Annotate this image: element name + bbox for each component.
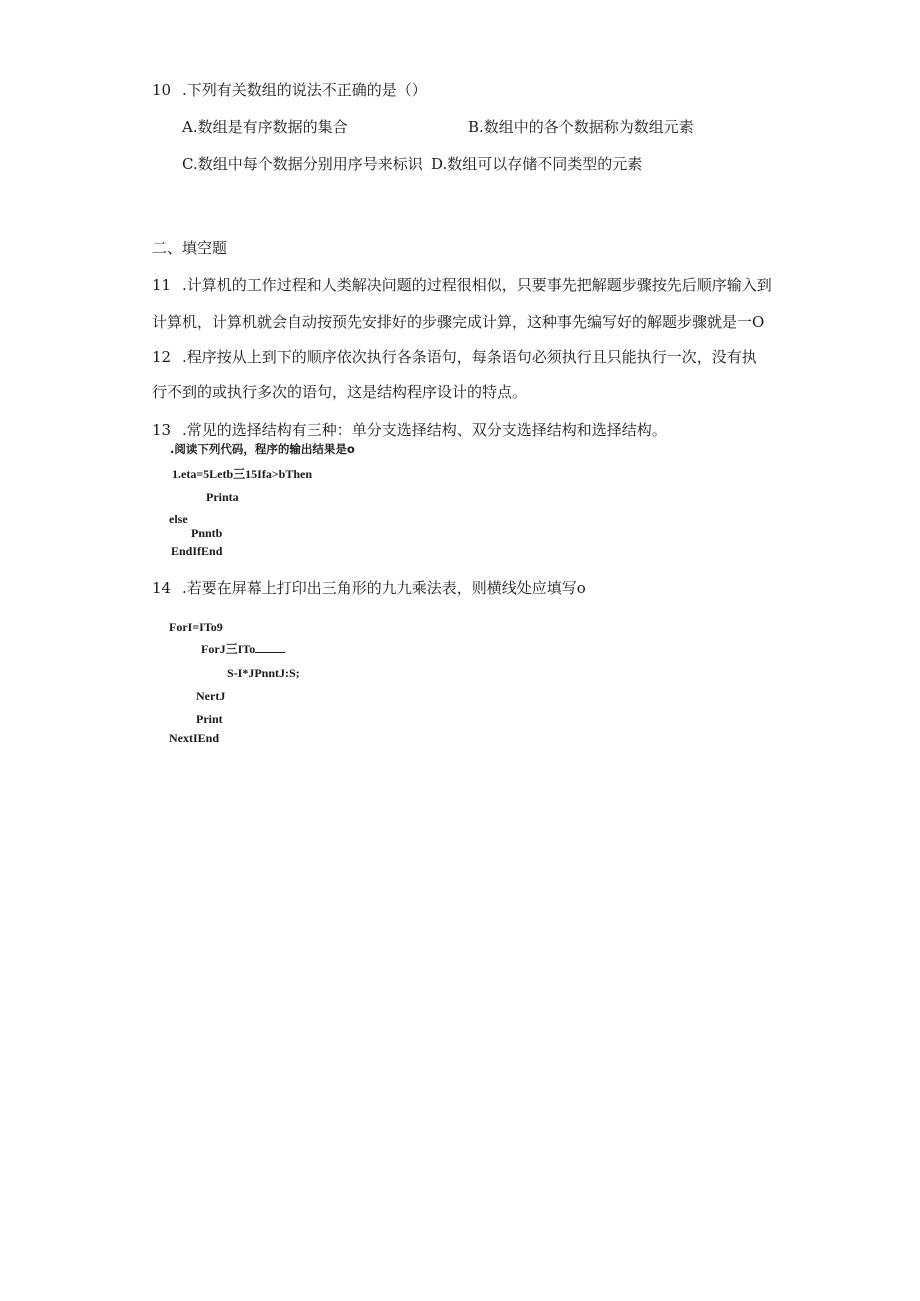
q10-option-c: C.数组中每个数据分别用序号来标识 (182, 155, 423, 173)
q10-stem-line (152, 80, 427, 100)
q13-code-line-3: else (169, 512, 188, 526)
q12-line1 (152, 347, 757, 367)
q14-code-line-2 (201, 641, 285, 657)
q14-number: 14 (152, 579, 172, 597)
q13-read-code-prompt: .阅读下列代码，程序的输出结果是o (170, 442, 355, 456)
q14-code-line-1: ForI=ITo9 (169, 620, 223, 634)
q13-code-line-2: Printa (206, 490, 239, 504)
q13-text-1: .常见的选择结构有三种：单分支选择结构、双分支选择结构和选择结构。 (182, 421, 667, 439)
q13-code-line-5: EndIfEnd (171, 544, 223, 558)
q14-code-line-3: S-I*JPnntJ:S; (227, 666, 300, 680)
q13-line1 (152, 420, 667, 440)
section-heading: 二、填空题 (152, 239, 228, 257)
q14-text-1: .若要在屏幕上打印出三角形的九九乘法表，则横线处应填写o (182, 579, 586, 597)
q14-code-line-6: NextIEnd (169, 731, 220, 745)
q10-option-a: A.数组是有序数据的集合 (182, 118, 348, 136)
q14-code-line-5: Print (196, 712, 223, 726)
q11-line2: 计算机，计算机就会自动按预先安排好的步骤完成计算，这种事先编写好的解题步骤就是一O (152, 313, 765, 331)
q13-number: 13 (152, 421, 172, 439)
q10-option-d: D.数组可以存储不同类型的元素 (431, 155, 643, 173)
q12-number: 12 (152, 348, 172, 366)
q12-text-1: .程序按从上到下的顺序依次执行各条语句，每条语句必须执行且只能执行一次，没有执 (182, 348, 757, 366)
q10-option-b: B.数组中的各个数据称为数组元素 (468, 118, 694, 136)
q10-number: 10 (152, 81, 172, 99)
q11-number: 11 (152, 276, 172, 294)
q11-text-1: .计算机的工作过程和人类解决问题的过程很相似，只要事先把解题步骤按先后顺序输入到 (182, 276, 772, 294)
q13-code-line-4: Pnntb (191, 526, 223, 540)
q13-code-line-1: 1.eta=5Letb三15Ifa>bThen (172, 467, 313, 481)
q14-line1 (152, 578, 586, 598)
q14-code-line-2-text: ForJ三ITo (201, 642, 256, 656)
q11-line1 (152, 275, 772, 295)
fill-in-blank (255, 641, 285, 653)
q10-stem: .下列有关数组的说法不正确的是（） (182, 81, 427, 99)
q14-code-line-4: NertJ (196, 689, 226, 703)
q12-line2: 行不到的或执行多次的语句，这是结构程序设计的特点。 (152, 383, 528, 401)
